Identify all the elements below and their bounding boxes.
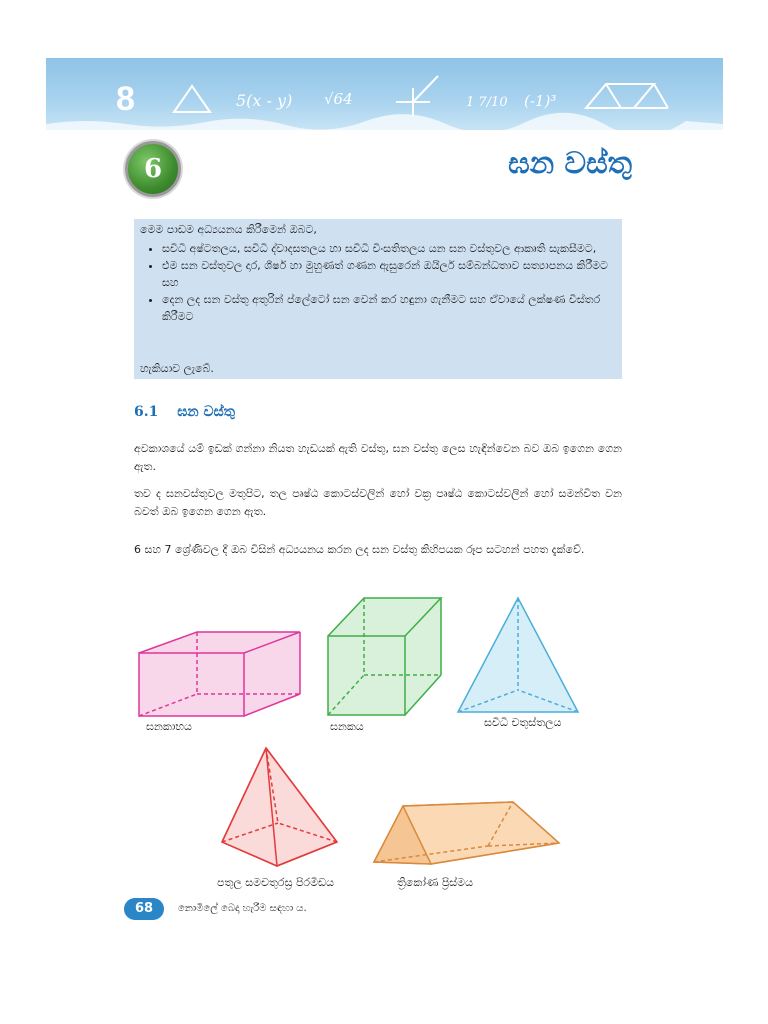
tetrahedron-label: සවිධි චතුස්තලය	[484, 716, 562, 729]
cuboid-figure	[139, 632, 300, 716]
section-title: ඝන වස්තු	[177, 404, 236, 420]
paragraph-2: තව ද ඝනවස්තුවල මතුපිට, තල පෘෂ්ඨ කොටස්වලින් හෝ වක්‍ර පෘෂ්ඨ කොටස්වලින් හෝ සමන්විත වන බවත් ඔබ ඉගෙන ගෙන ඇත.	[134, 487, 622, 518]
objective-item: • දෙන ලද ඝන වස්තු අතුරින් ප්ලේටෝ ඝන වෙන් කර හඳුනා ගැනීමට සහ ඒවායේ ලක්ෂණ විස්තර කිරීමට	[162, 291, 616, 325]
footer-text: නොමිලේ බෙදා හැරීම සඳහා ය.	[178, 903, 307, 914]
banner-formula-1: 5(x - y)	[236, 91, 293, 110]
page-number: 68	[124, 898, 164, 920]
paragraph-3: 6 සහ 7 ශ්‍රේණිවල දී ඔබ විසින් අධ්‍යයනය කරන ලද ඝන වස්තු කිහිපයක රූප සටහන් පහත දැක්වේ.	[134, 543, 585, 556]
paragraph-1: අවකාශයේ යම් ඉඩක් ගන්නා නියත හැඩයක් ඇති වස්තු, ඝන වස්තු ලෙස හැඳින්වෙන බව ඔබ ඉගෙන ගෙන ඇත.	[134, 442, 622, 473]
objectives-intro: මෙම පාඩම අධ්‍යයනය කිරීමෙන් ඔබට,	[140, 223, 317, 236]
cube-figure	[328, 598, 441, 715]
banner-formula-4: (-1)³	[524, 92, 557, 110]
chapter-number: 6	[143, 154, 163, 184]
cube-label: ඝනකය	[330, 720, 364, 733]
objective-item: • සවිධි අෂ්ටතලය, සවිධි ද්වාදසතලය හා සවිධි විංසතිතලය යන ඝන වස්තුවල ආකෘති සැකසීමට,	[162, 240, 616, 257]
square-pyramid-figure	[222, 748, 337, 866]
section-number: 6.1	[134, 404, 159, 420]
objectives-outro: හැකියාව ලැබේ.	[140, 362, 214, 375]
tetrahedron-figure	[458, 598, 578, 712]
pyramid-label: පතුල සමචතුරස්‍ර පිරමිඩය	[217, 876, 335, 889]
cuboid-label: ඝනකාභය	[146, 720, 192, 733]
banner-formula-3: 1 7/10	[466, 95, 508, 110]
triangular-prism-figure	[374, 802, 559, 864]
banner-formula-2: √64	[324, 90, 353, 108]
prism-label: ත්‍රිකෝණ ප්‍රිස්මය	[397, 876, 473, 889]
objective-item: • එම ඝන වස්තුවල දාර, ශීර්ෂ හා මුහුණත් ගණන ඇසුරෙන් ඔයිලර් සම්බන්ධතාව සත්‍යාපනය කිරීමට සහ	[162, 257, 616, 291]
chapter-title: ඝන වස්තු	[508, 146, 632, 181]
banner-number: 8	[116, 80, 135, 118]
